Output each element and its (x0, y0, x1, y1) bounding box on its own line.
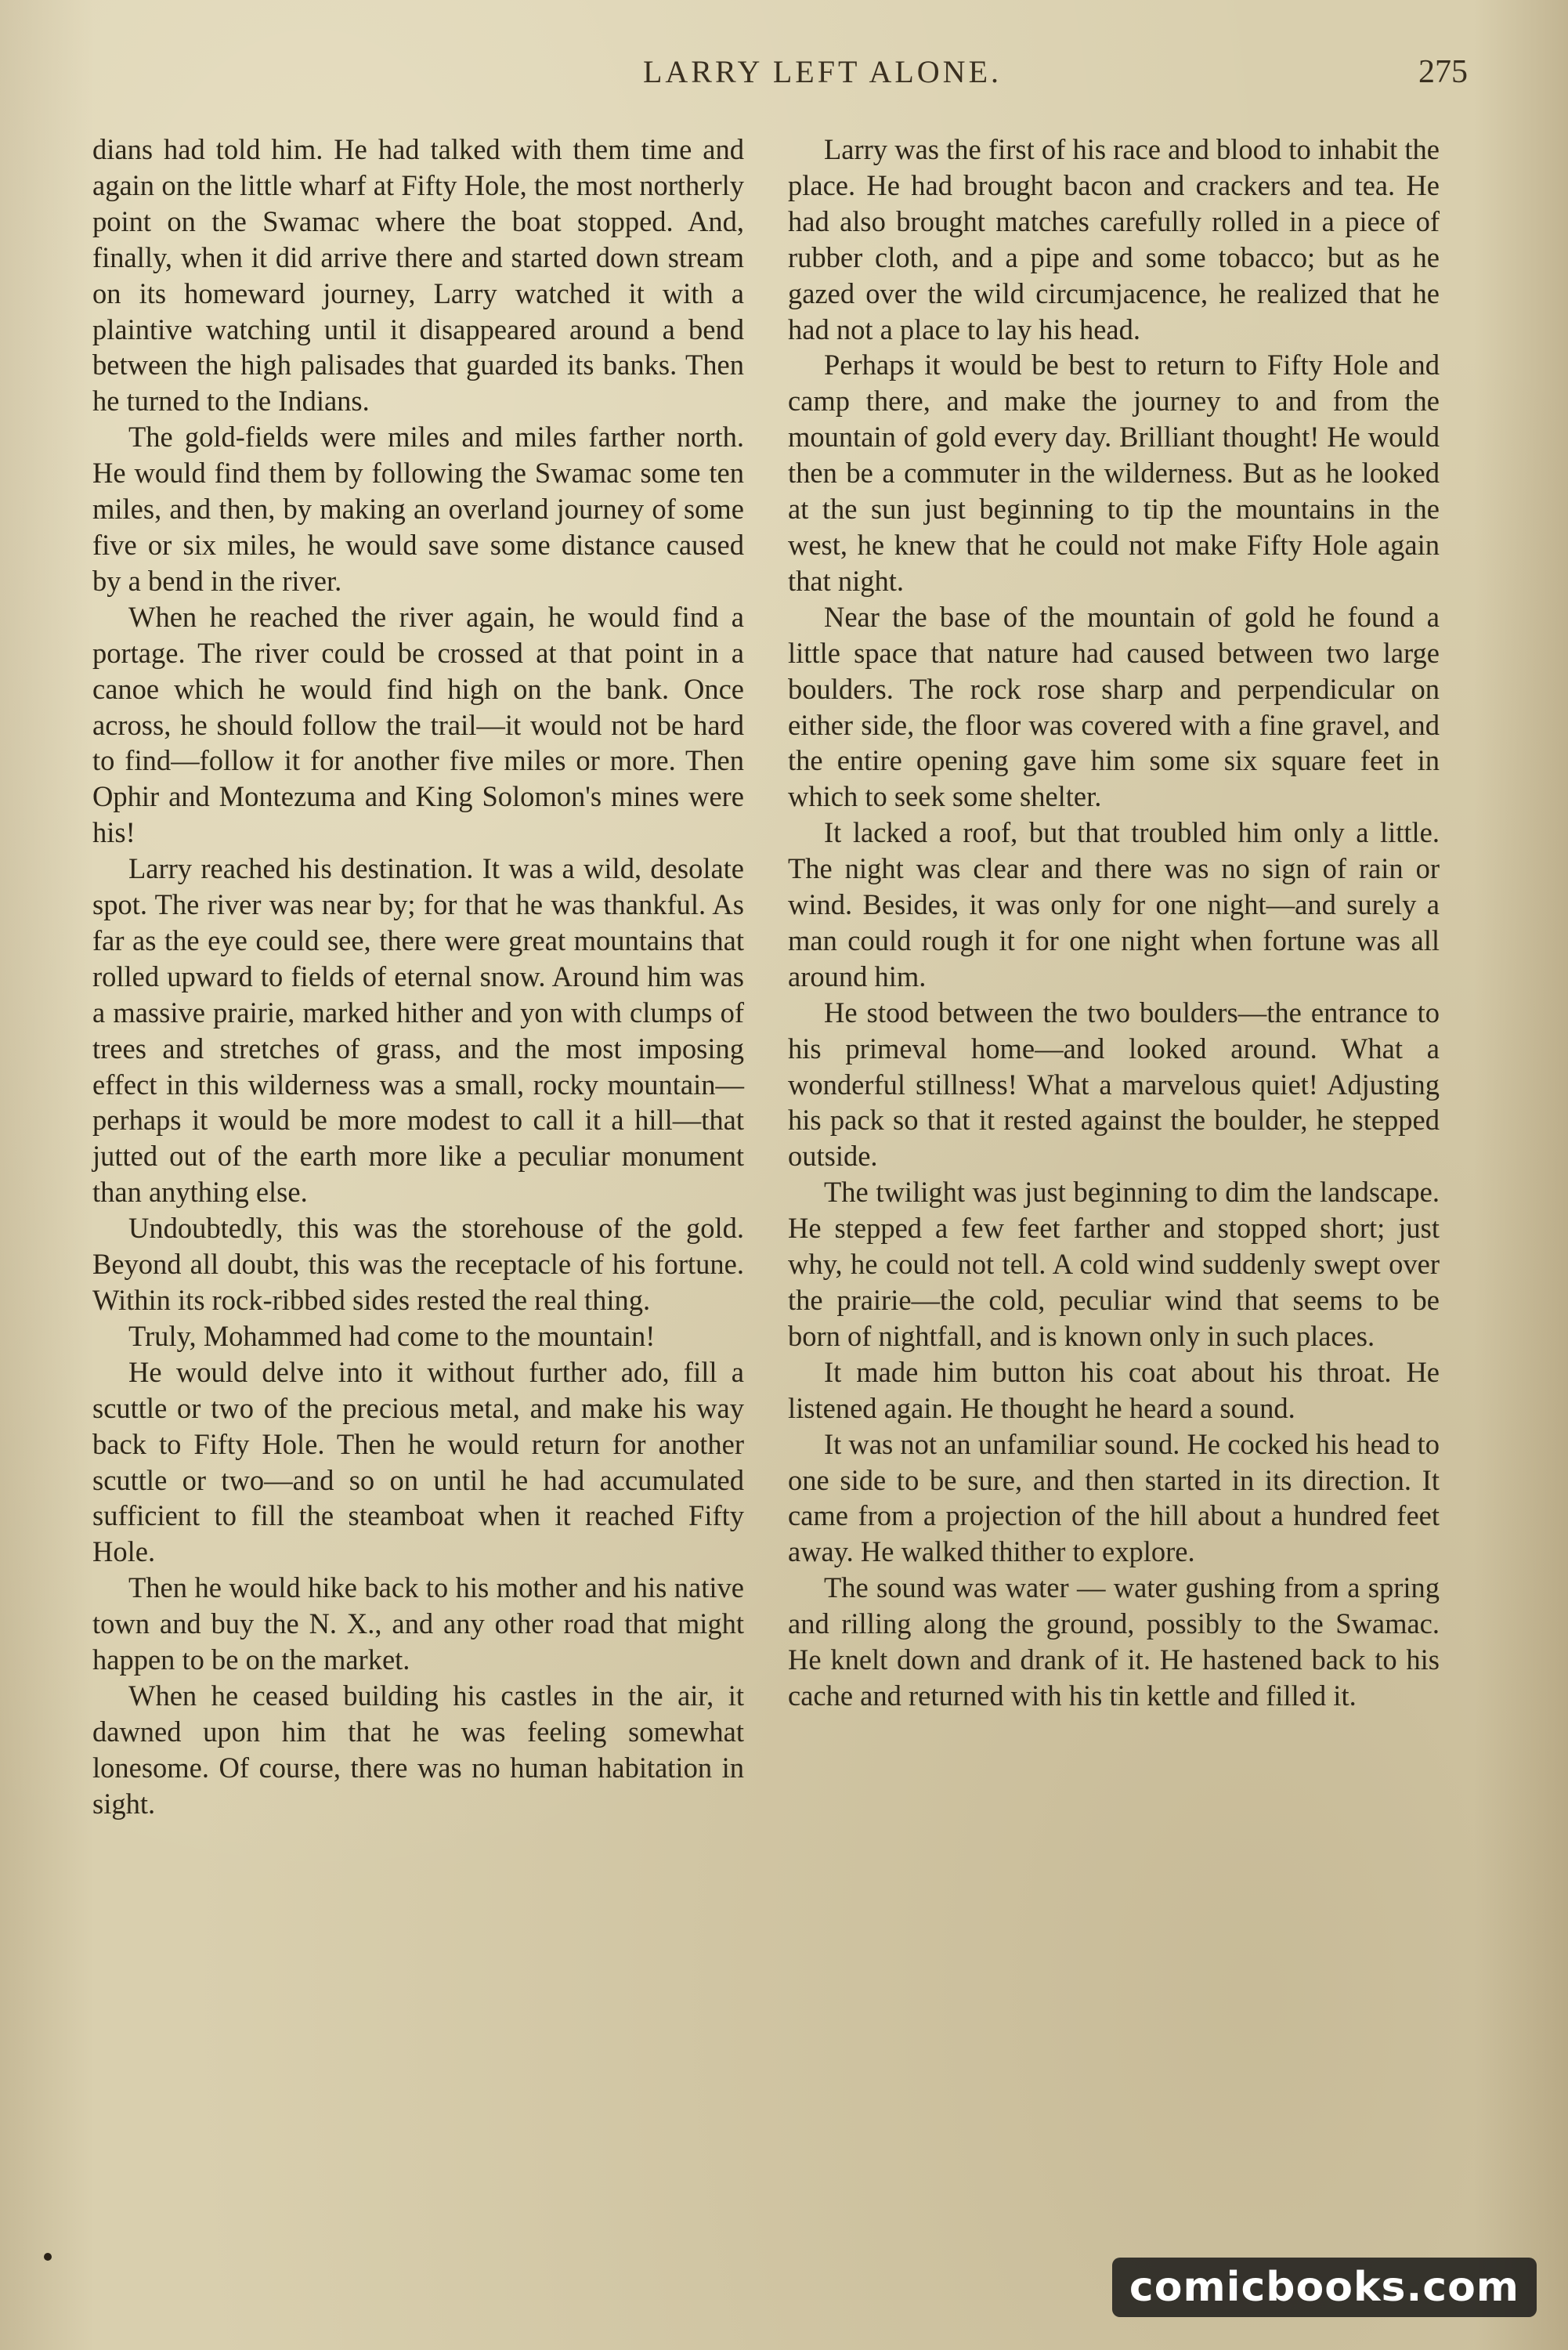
paragraph: dians had told him. He had talked with them time and again on the little wharf at Fifty Hole, the most northerly point on the Swamac where the boat stopped. And, finally, when it did arrive there and started down stream on its homeward journey, Larry watched it with a plaintive watching until it disappeared around a bend between the high palisades that guarded its banks. Then he turned to the Indians. (92, 133, 744, 418)
page-number: 275 (1418, 54, 1468, 90)
paragraph: When he reached the river again, he would find a portage. The river could be crossed at that point in a canoe which he would find high on the bank. Once across, he should follow the trail—it would not be hard to find—follow it for another five miles or more. Then Ophir and Montezuma and King Solomon's mines were his! (92, 600, 744, 849)
paragraph: The sound was water — water gushing from a spring and rilling along the ground, possibly to the Swamac. He knelt down and drank of it. He hastened back to his cache and returned with his tin kettle and filled it. (788, 1571, 1440, 1712)
paragraph: Larry was the first of his race and blood to inhabit the place. He had brought bacon and crackers and tea. He had also brought matches carefully rolled in a piece of rubber cloth, and a pipe and some tobacco; but as he gazed over the wild circumjacence, he realized that he had not a place to lay his head. (788, 133, 1440, 345)
paragraph: Larry reached his destination. It was a wild, desolate spot. The river was near by; for that he was thankful. As far as the eye could see, there were great mountains that rolled upward to fields of eternal snow. Around him was a massive prairie, marked hither and yon with clumps of trees and stretches of grass, and the most imposing effect in this wilderness was a small, rocky mountain—perhaps it would be more modest to call it a hill—that jutted out of the earth more like a peculiar monument than anything else. (92, 852, 744, 1209)
right-column (788, 132, 1440, 1714)
watermark-logo[interactable]: comicbooks.com (1112, 2258, 1537, 2317)
paragraph: It lacked a roof, but that troubled him only a little. The night was clear and there was no sign of rain or wind. Besides, it was only for one night—and surely a man could rough it for one night when fortune was all around him. (788, 816, 1440, 992)
paragraph: The gold-fields were miles and miles farther north. He would find them by following the Swamac some ten miles, and then, by making an overland journey of some five or six miles, he would save some distance caused by a bend in the river. (92, 421, 744, 597)
paragraph: Truly, Mohammed had come to the mountain! (128, 1319, 656, 1352)
paragraph: Perhaps it would be best to return to Fifty Hole and camp there, and make the journey to and from the mountain of gold every day. Brilliant thought! He would then be a commuter in the wilderness. But as he looked at the sun just beginning to tip the mountains in the west, he knew that he could not make Fifty Hole again that night. (788, 349, 1440, 597)
paragraph: He stood between the two boulders—the entrance to his primeval home—and looked around. What a wonderful stillness! What a marvelous quiet! Adjusting his pack so that it rested against the boulder, he stepped outside. (788, 996, 1440, 1173)
paragraph: Near the base of the mountain of gold he found a little space that nature had caused between two large boulders. The rock rose sharp and perpendicular on either side, the floor was covered with a fine gravel, and the entire opening gave him some six square feet in which to seek some shelter. (788, 600, 1440, 813)
paragraph: Undoubtedly, this was the storehouse of the gold. Beyond all doubt, this was the receptacle of his fortune. Within its rock-ribbed sides rested the real thing. (92, 1212, 744, 1316)
paragraph: Then he would hike back to his mother and his native town and buy the N. X., and any other road that might happen to be on the market. (92, 1571, 744, 1676)
paragraph: It made him button his coat about his throat. He listened again. He thought he heard a sound. (788, 1355, 1440, 1424)
running-head: LARRY LEFT ALONE. (642, 54, 1003, 89)
paragraph: The twilight was just beginning to dim the landscape. He stepped a few feet farther and stopped short; just why, he could not tell. A cold wind suddenly swept over the prairie—the cold, peculiar wind that seems to be born of nightfall, and is known only in such places. (788, 1176, 1440, 1352)
paragraph: It was not an unfamiliar sound. He cocked his head to one side to be sure, and then started in its direction. It came from a projection of the hill about a hundred feet away. He walked thither to explore. (788, 1427, 1440, 1568)
ink-speck (44, 2253, 52, 2261)
paragraph: He would delve into it without further ado, fill a scuttle or two of the precious metal, and make his way back to Fifty Hole. Then he would return for another scuttle or two—and so on until he had accumulated sufficient to fill the steamboat when it reached Fifty Hole. (92, 1355, 744, 1568)
paragraph: When he ceased building his castles in the air, it dawned upon him that he was feeling somewhat lonesome. Of course, there was no human habitation in sight. (92, 1679, 744, 1820)
left-column (92, 132, 744, 1822)
